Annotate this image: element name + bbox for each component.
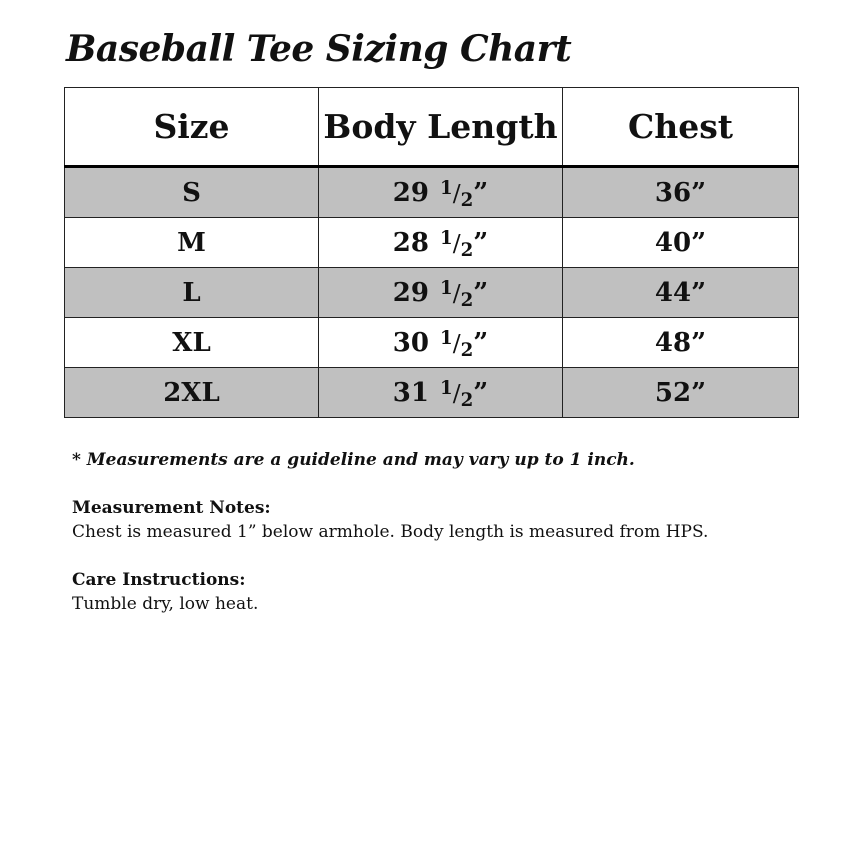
table-row [65,368,799,418]
table-header-row [65,88,799,167]
measurement-notes-text: Chest is measured 1” below armhole. Body length is measured from HPS. [72,522,709,542]
length-fraction-denominator: 2 [460,239,474,261]
measurement-notes-heading: Measurement Notes: [72,498,271,518]
measurement-disclaimer: * Measurements are a guideline and may vary up to 1 inch. [72,450,635,470]
length-fraction-denominator: 2 [460,339,474,361]
length-fraction-slash: / [452,378,461,407]
notes-section [72,448,812,640]
care-instructions-heading: Care Instructions: [72,570,246,590]
length-fraction-denominator: 2 [460,289,474,311]
page-title: Baseball Tee Sizing Chart [66,28,572,70]
length-unit: ” [473,277,489,308]
length-fraction-numerator: 1 [440,328,453,350]
chest-cell: 36” [563,167,799,218]
length-fraction-slash: / [452,178,461,207]
length-unit: ” [473,377,489,408]
length-fraction-slash: / [452,228,461,257]
body-length-cell [319,368,563,418]
length-fraction-denominator: 2 [460,389,474,411]
length-whole: 31 [392,377,429,408]
size-cell: L [65,268,319,318]
length-fraction-numerator: 1 [440,228,453,250]
body-length-cell [319,167,563,218]
body-length-cell [319,268,563,318]
length-whole: 30 [392,327,429,358]
length-fraction-slash: / [452,328,461,357]
length-unit: ” [473,227,489,258]
column-header-size: Size [65,88,319,167]
length-fraction-slash: / [452,278,461,307]
column-header-body-length: Body Length [319,88,563,167]
chest-cell: 40” [563,218,799,268]
chest-cell: 52” [563,368,799,418]
chest-cell: 44” [563,268,799,318]
table-body [65,167,799,418]
length-whole: 29 [392,277,429,308]
chest-cell: 48” [563,318,799,368]
length-unit: ” [473,327,489,358]
size-cell: S [65,167,319,218]
table-row [65,218,799,268]
body-length-cell [319,318,563,368]
care-instructions-text: Tumble dry, low heat. [72,594,259,614]
length-fraction-denominator: 2 [460,189,474,211]
sizing-table [64,87,799,418]
size-cell: 2XL [65,368,319,418]
column-header-chest: Chest [563,88,799,167]
table-row [65,268,799,318]
table-row [65,167,799,218]
table-row [65,318,799,368]
size-cell: M [65,218,319,268]
length-unit: ” [473,177,489,208]
length-whole: 28 [392,227,429,258]
size-cell: XL [65,318,319,368]
length-fraction-numerator: 1 [440,278,453,300]
length-whole: 29 [392,177,429,208]
length-fraction-numerator: 1 [440,378,453,400]
body-length-cell [319,218,563,268]
length-fraction-numerator: 1 [440,178,453,200]
